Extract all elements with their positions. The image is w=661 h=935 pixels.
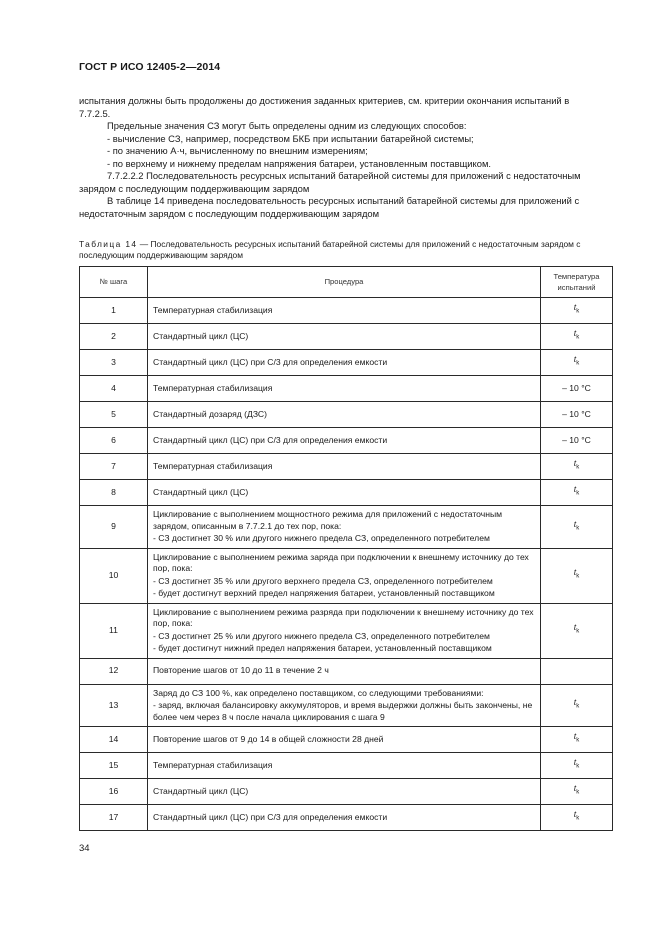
procedure-cell	[148, 506, 541, 549]
page-number: 34	[79, 843, 90, 854]
list-item: - по верхнему и нижнему пределам напряжения батареи, установленным поставщиком.	[107, 157, 492, 169]
procedure-text: Температурная стабилизация	[153, 382, 273, 393]
header-step: № шага	[80, 267, 148, 298]
table-caption-text: — Последовательность ресурсных испытаний батарейной системы для приложений с недостаточным зарядом с последующим поддерживающим зарядом	[79, 239, 581, 260]
temperature-cell: $t_k$	[541, 350, 613, 376]
table-row	[80, 753, 613, 779]
temperature-cell: $t_k$	[541, 603, 613, 658]
temperature-cell: – 10 °С	[541, 376, 613, 402]
procedure-text: Циклирование с выполнением мощностного режима для приложений с недостаточным зарядом, описанным в 7.7.2.1 до тех пор, пока:	[153, 509, 503, 531]
table-caption-label: Таблица 14	[79, 239, 138, 249]
procedure-cell	[148, 402, 541, 428]
procedure-text: Повторение шагов от 10 до 11 в течение 2 ч	[153, 665, 329, 676]
temperature-cell: $t_k$	[541, 324, 613, 350]
header-temperature: Температура испытаний	[541, 267, 613, 298]
procedure-condition: - заряд, включая балансировку аккумуляторов, и время выдержки должны быть закончены, не более чем через 8 ч после начала циклирования с шага 9	[153, 700, 533, 722]
procedure-text: Стандартный цикл (ЦС) при С/3 для определения емкости	[153, 356, 388, 367]
table-row	[80, 779, 613, 805]
step-cell: 15	[80, 753, 148, 779]
procedure-text: Заряд до СЗ 100 %, как определено поставщиком, со следующими требованиями:	[153, 687, 484, 698]
temperature-cell: $t_k$	[541, 779, 613, 805]
step-cell: 10	[80, 548, 148, 603]
procedure-cell	[148, 684, 541, 727]
table-row	[80, 402, 613, 428]
list-item: - по значению А·ч, вычисленному по внешним измерениям;	[107, 145, 368, 156]
procedure-text: Стандартный цикл (ЦС) при С/3 для определения емкости	[153, 811, 388, 822]
temperature-cell: $t_k$	[541, 753, 613, 779]
temperature-cell: $t_k$	[541, 480, 613, 506]
header-procedure: Процедура	[148, 267, 541, 298]
procedure-cell	[148, 805, 541, 831]
step-cell: 3	[80, 350, 148, 376]
step-cell: 8	[80, 480, 148, 506]
procedure-condition: - будет достигнут нижний предел напряжения батареи, установленный поставщиком	[153, 643, 492, 653]
temperature-cell: $t_k$	[541, 684, 613, 727]
step-cell: 5	[80, 402, 148, 428]
table-row	[80, 684, 613, 727]
procedure-cell	[148, 727, 541, 753]
document-header: ГОСТ Р ИСО 12405-2—2014	[79, 61, 221, 73]
procedure-text: Температурная стабилизация	[153, 304, 273, 315]
procedure-text: Температурная стабилизация	[153, 460, 273, 471]
temperature-cell	[541, 658, 613, 684]
procedure-text: Повторение шагов от 9 до 14 в общей сложности 28 дней	[153, 733, 384, 744]
procedure-text: Стандартный цикл (ЦС)	[153, 330, 249, 341]
table-row	[80, 805, 613, 831]
procedure-text: Температурная стабилизация	[153, 759, 273, 770]
table-row	[80, 376, 613, 402]
procedure-condition: - СЗ достигнет 35 % или другого верхнего предела СЗ, определенного потребителем	[153, 575, 493, 586]
procedure-text: Стандартный цикл (ЦС) при С/3 для определения емкости	[153, 434, 388, 445]
procedure-cell	[148, 376, 541, 402]
table-row	[80, 480, 613, 506]
step-cell: 9	[80, 506, 148, 549]
step-cell: 6	[80, 428, 148, 454]
table-row	[80, 324, 613, 350]
procedure-text: Циклирование с выполнением режима заряда при подключении к внешнему источнику до тех пор, пока:	[153, 551, 529, 573]
temperature-cell: $t_k$	[541, 298, 613, 324]
step-cell: 4	[80, 376, 148, 402]
list-item: - вычисление СЗ, например, посредством БКБ при испытании батарейной системы;	[107, 132, 474, 144]
table-row	[80, 454, 613, 480]
step-cell: 2	[80, 324, 148, 350]
procedure-cell	[148, 753, 541, 779]
step-cell: 14	[80, 727, 148, 753]
procedure-text: Стандартный цикл (ЦС)	[153, 486, 249, 497]
test-sequence-table	[79, 266, 613, 831]
table-row	[80, 658, 613, 684]
table-caption	[79, 239, 589, 261]
temperature-cell: $t_k$	[541, 548, 613, 603]
step-cell: 16	[80, 779, 148, 805]
procedure-condition: - СЗ достигнет 30 % или другого нижнего предела СЗ, определенного потребителем	[153, 533, 490, 543]
procedure-cell	[148, 350, 541, 376]
section-heading: 7.7.2.2.2 Последовательность ресурсных испытаний батарейной системы для приложений с недостаточным зарядом с последующим поддерживающим зарядом	[79, 170, 581, 194]
temperature-cell: $t_k$	[541, 805, 613, 831]
procedure-cell	[148, 324, 541, 350]
procedure-cell	[148, 298, 541, 324]
procedure-condition: - будет достигнут верхний предел напряжения батареи, установленный поставщиком	[153, 588, 495, 598]
temperature-cell: – 10 °С	[541, 428, 613, 454]
table-row	[80, 548, 613, 603]
table-row	[80, 727, 613, 753]
table-row	[80, 428, 613, 454]
procedure-cell	[148, 548, 541, 603]
procedure-cell	[148, 603, 541, 658]
procedure-text: Циклирование с выполнением режима разряда при подключении к внешнему источнику до тех пор, пока:	[153, 606, 534, 628]
procedure-cell	[148, 428, 541, 454]
table-row	[80, 506, 613, 549]
step-cell: 17	[80, 805, 148, 831]
table-row	[80, 603, 613, 658]
paragraph: В таблице 14 приведена последовательность ресурсных испытаний батарейной системы для приложений с недостаточным зарядом с последующим поддерживающим зарядом	[79, 195, 580, 219]
body-text	[79, 95, 589, 220]
temperature-cell: $t_k$	[541, 454, 613, 480]
step-cell: 7	[80, 454, 148, 480]
paragraph: Предельные значения СЗ могут быть определены одним из следующих способов:	[107, 120, 467, 131]
procedure-condition: - СЗ достигнет 25 % или другого нижнего предела СЗ, определенного потребителем	[153, 630, 490, 641]
step-cell: 12	[80, 658, 148, 684]
table-row	[80, 298, 613, 324]
procedure-cell	[148, 658, 541, 684]
step-cell: 1	[80, 298, 148, 324]
step-cell: 13	[80, 684, 148, 727]
procedure-cell	[148, 779, 541, 805]
temperature-cell: $t_k$	[541, 727, 613, 753]
temperature-cell: $t_k$	[541, 506, 613, 549]
procedure-text: Стандартный цикл (ЦС)	[153, 785, 249, 796]
table-row	[80, 350, 613, 376]
temperature-cell: – 10 °С	[541, 402, 613, 428]
procedure-cell	[148, 480, 541, 506]
table-header-row	[80, 267, 613, 298]
procedure-text: Стандартный дозаряд (ДЗС)	[153, 408, 268, 419]
paragraph: испытания должны быть продолжены до достижения заданных критериев, см. критерии окончания испытаний в 7.7.2.5.	[79, 95, 570, 119]
procedure-cell	[148, 454, 541, 480]
step-cell: 11	[80, 603, 148, 658]
